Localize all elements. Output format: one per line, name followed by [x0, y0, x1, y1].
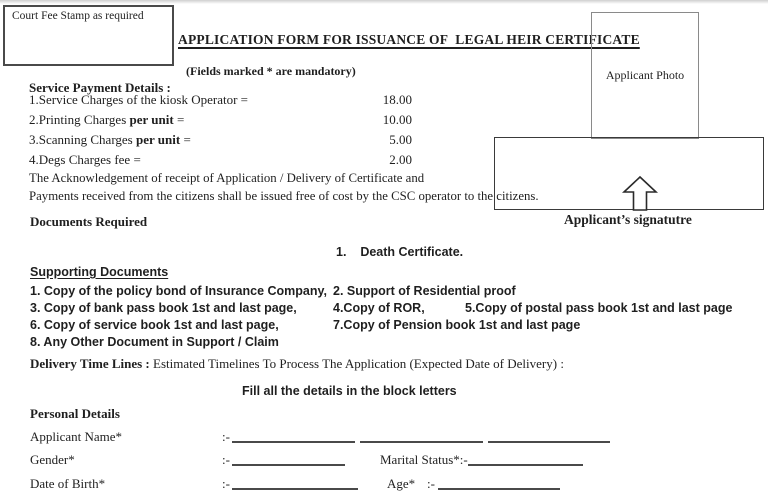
- date-of-birth-separator: :-: [222, 476, 230, 491]
- payment-line-4-text: 4.Degs Charges fee =: [29, 152, 141, 167]
- date-of-birth-fill-line: [232, 488, 358, 490]
- supporting-item-2: 2. Support of Residential proof: [333, 284, 516, 298]
- payment-amount-2: 10.00: [382, 112, 412, 127]
- applicant-name-label: Applicant Name*: [30, 429, 123, 444]
- payment-line-3-text: 3.Scanning Charges: [29, 132, 136, 147]
- gender-separator: :-: [222, 452, 230, 467]
- form-title: APPLICATION FORM FOR ISSUANCE OF LEGAL HEIR CERTIFICATE: [178, 32, 640, 47]
- personal-details-heading: Personal Details: [30, 406, 120, 421]
- payment-line-4: [29, 152, 141, 168]
- payment-amount-3: 5.00: [389, 132, 412, 147]
- payment-line-2-bold: per unit: [129, 112, 174, 127]
- age-fill-line: [438, 488, 560, 490]
- death-certificate-item: 1. Death Certificate.: [336, 245, 464, 259]
- payment-line-3-bold: per unit: [136, 132, 181, 147]
- delivery-timelines-label: Delivery Time Lines :: [30, 356, 150, 371]
- applicant-name-fill-line-1: [232, 441, 355, 443]
- applicant-photo-label: Applicant Photo: [605, 68, 685, 82]
- age-label: Age*: [387, 476, 416, 491]
- signature-caption: Applicant’s signatutre: [564, 212, 692, 227]
- supporting-item-7: 7.Copy of Pension book 1st and last page: [333, 318, 581, 332]
- marital-status-label: Marital Status*:-: [380, 452, 468, 467]
- documents-required-heading: Documents Required: [30, 214, 148, 229]
- supporting-item-4: 4.Copy of ROR,: [333, 301, 425, 315]
- court-fee-stamp-box: [3, 5, 174, 66]
- mandatory-note: (Fields marked * are mandatory): [186, 64, 356, 78]
- payment-line-1-text: 1.Service Charges of the kiosk Operator =: [29, 92, 249, 107]
- age-separator: :-: [427, 476, 435, 491]
- payment-amount-4: 2.00: [389, 152, 412, 167]
- payment-line-2: [29, 112, 184, 128]
- acknowledgement-line-1: The Acknowledgement of receipt of Application / Delivery of Certificate and: [29, 171, 425, 185]
- payment-line-3: [29, 132, 191, 148]
- service-payment-heading: Service Payment Details :: [29, 80, 171, 95]
- supporting-documents-heading: Supporting Documents: [30, 265, 169, 279]
- applicant-name-fill-line-3: [488, 441, 610, 443]
- delivery-timelines-line: [30, 356, 564, 372]
- delivery-timelines-text: Estimated Timelines To Process The Application (Expected Date of Delivery) :: [149, 356, 564, 371]
- date-of-birth-label: Date of Birth*: [30, 476, 106, 491]
- acknowledgement-line-2: Payments received from the citizens shall be issued free of cost by the CSC operator to the citizens.: [29, 189, 539, 203]
- payment-line-1: [29, 92, 248, 108]
- payment-line-2-text: 2.Printing Charges: [29, 112, 130, 127]
- page-top-shade: [0, 0, 768, 4]
- supporting-item-8: 8. Any Other Document in Support / Claim: [30, 335, 279, 349]
- court-fee-stamp-label: Court Fee Stamp as required: [12, 10, 144, 22]
- supporting-item-6: 6. Copy of service book 1st and last page,: [30, 318, 279, 332]
- gender-fill-line: [232, 464, 345, 466]
- marital-status-fill-line: [468, 464, 583, 466]
- supporting-item-1: 1. Copy of the policy bond of Insurance Company,: [30, 284, 328, 298]
- payment-line-3-post: =: [180, 132, 191, 147]
- applicant-name-separator: :-: [222, 429, 230, 444]
- up-arrow-icon: [621, 175, 659, 211]
- payment-line-2-post: =: [173, 112, 185, 127]
- payment-amount-1: 18.00: [382, 92, 412, 107]
- block-letters-instruction: Fill all the details in the block letters: [242, 384, 457, 398]
- supporting-item-5: 5.Copy of postal pass book 1st and last page: [465, 301, 733, 315]
- applicant-photo-box: [591, 12, 699, 139]
- supporting-item-3: 3. Copy of bank pass book 1st and last page,: [30, 301, 297, 315]
- applicant-name-fill-line-2: [360, 441, 483, 443]
- gender-label: Gender*: [30, 452, 75, 467]
